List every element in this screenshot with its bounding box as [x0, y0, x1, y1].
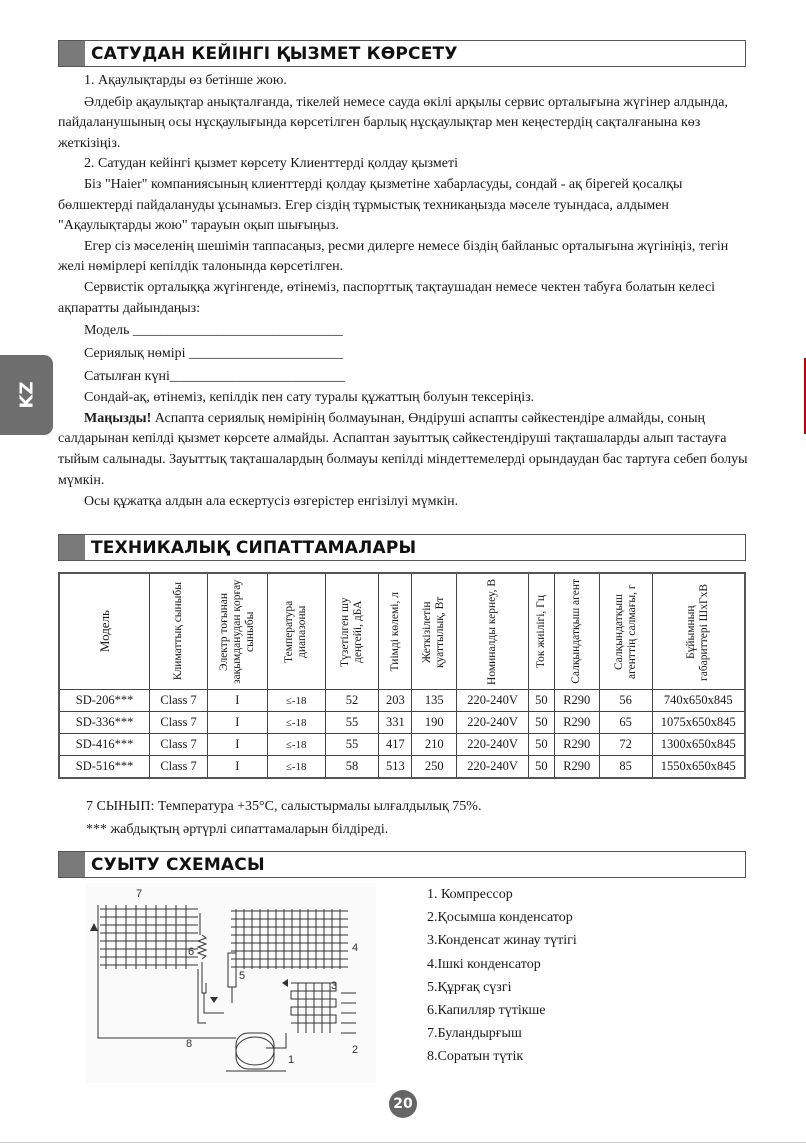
header-cell	[599, 573, 652, 690]
section-header-tab	[59, 41, 85, 66]
section-title-scheme: СУЫТУ СХЕМАСЫ	[91, 854, 265, 875]
table-cell: 52	[325, 690, 379, 712]
header-protection-class: Электр тоғынан зақымданудан қорғау сыныбы	[217, 579, 256, 684]
table-cell: 1550x650x845	[652, 756, 745, 779]
table-cell: 135	[412, 690, 457, 712]
table-cell: ≤-18	[267, 734, 325, 756]
table-cell: R290	[554, 712, 599, 734]
page-number: 20	[389, 1090, 417, 1118]
header-cell	[59, 573, 150, 690]
legend-item: 3.Конденсат жинау түтігі	[427, 933, 577, 949]
table-cell: 220-240V	[457, 734, 529, 756]
table-cell: 65	[599, 712, 652, 734]
header-cell	[207, 573, 267, 690]
important-label: Маңызды!	[84, 410, 152, 426]
table-cell: R290	[554, 690, 599, 712]
paragraph: Сондай-ақ, өтінеміз, кепілдік пен сату туралы құжаттың болуын тексеріңіз.	[84, 390, 535, 406]
field-model: Модель ______________________________	[84, 323, 343, 339]
legend-item: 4.Ішкі конденсатор	[427, 956, 541, 972]
legend-item: 8.Соратын түтік	[427, 1049, 524, 1065]
table-cell: ≤-18	[267, 756, 325, 779]
paragraph: Біз "Haier" компаниясының клиенттерді қолдау қызметіне хабарласуды, сондай - ақ бірегей қосалқы бөлшектерді пайдалануды ұсынамыз. Егер сіздің тұрмыстық техникаңызда мәселе туындаса, алдымен "Ақаулықтарды жою" тарауын оқып шығыңыз.	[58, 176, 683, 234]
diagram-label-3: 3	[331, 980, 338, 992]
diagram-label-7: 7	[136, 888, 143, 900]
table-cell: 513	[379, 756, 412, 779]
diagram-label-4: 4	[352, 942, 359, 954]
field-serial: Сериялық нөмірі ______________________	[84, 346, 343, 362]
header-cell	[150, 573, 208, 690]
table-cell: R290	[554, 734, 599, 756]
section-title-service: САТУДАН КЕЙІНГІ ҚЫЗМЕТ КӨРСЕТУ	[91, 43, 458, 64]
diagram-legend	[427, 883, 577, 1069]
header-cell	[325, 573, 379, 690]
diagram-label-8: 8	[186, 1038, 193, 1050]
language-tab-label: KZ	[16, 381, 37, 409]
table-cell: I	[207, 690, 267, 712]
table-cell: SD-336***	[59, 712, 150, 734]
diagram-label-5: 5	[239, 970, 246, 982]
table-cell: 740x650x845	[652, 690, 745, 712]
table-cell: SD-206***	[59, 690, 150, 712]
cooling-scheme-diagram	[86, 883, 376, 1083]
table-cell: R290	[554, 756, 599, 779]
table-cell: 50	[528, 734, 554, 756]
table-cell: 203	[379, 690, 412, 712]
header-cell	[412, 573, 457, 690]
paragraph: Әлдебір ақаулықтар анықталғанда, тікелей немесе сауда өкілі арқылы сервис орталығына жүгінер алдында, пайдаланушының осы нұсқаулығында көрсетілген барлық нұсқаулықтар мен кеңестердің сақталғанына көз жеткізіңіз.	[58, 94, 728, 151]
section-header-specs	[58, 534, 746, 561]
table-cell: Class 7	[150, 690, 208, 712]
table-cell: 55	[325, 734, 379, 756]
diagram-label-6: 6	[188, 946, 195, 958]
header-cell	[554, 573, 599, 690]
section-header-scheme	[58, 851, 746, 878]
section-header-tab	[59, 852, 85, 877]
field-sale-date: Сатылған күні_________________________	[84, 369, 345, 385]
important-paragraph	[58, 409, 750, 491]
table-cell: 1300x650x845	[652, 734, 745, 756]
table-cell: 220-240V	[457, 690, 529, 712]
header-cell	[379, 573, 412, 690]
section-header-tab	[59, 535, 85, 560]
header-refrigerant: Салқындатқыш агент	[570, 579, 583, 684]
paragraph: Сервистік орталыққа жүгінгенде, өтінеміз, паспорттық тақтаушадан немесе чектен табуға болатын келесі ақпаратты дайындаңыз:	[58, 279, 716, 316]
table-cell: I	[207, 756, 267, 779]
table-cell: 56	[599, 690, 652, 712]
service-text	[58, 71, 750, 513]
paragraph: 2. Сатудан кейінгі қызмет көрсету Клиенттерді қолдау қызметі	[84, 156, 458, 172]
table-row	[59, 690, 745, 712]
legend-item: 5.Құрғақ сүзгі	[427, 979, 512, 995]
header-cell	[457, 573, 529, 690]
diagram-label-1: 1	[288, 1054, 295, 1066]
table-cell: ≤-18	[267, 712, 325, 734]
header-voltage: Номиналды кернеу, В	[486, 578, 499, 685]
note-asterisks: *** жабдықтың әртүрлі сипаттамаларын білдіреді.	[86, 822, 389, 837]
legend-item: 6.Капилляр түтікше	[427, 1003, 546, 1019]
table-cell: Class 7	[150, 756, 208, 779]
table-cell: 50	[528, 756, 554, 779]
table-cell: 50	[528, 712, 554, 734]
paragraph: Егер сіз мәселенің шешімін таппасаңыз, ресми дилерге немесе біздің байланыс орталығына жүгініңіз, тегін желі нөмірлері кепілдік талонында көрсетілген.	[58, 238, 729, 275]
table-cell: 72	[599, 734, 652, 756]
table-cell: 58	[325, 756, 379, 779]
table-row	[59, 756, 745, 779]
language-tab	[0, 355, 53, 435]
table-cell: 210	[412, 734, 457, 756]
header-power: Жеткізілетін қуаттылық, Вт	[421, 595, 447, 668]
table-cell: 50	[528, 690, 554, 712]
legend-item: 2.Қосымша конденсатор	[427, 910, 573, 926]
section-title-specs: ТЕХНИКАЛЫҚ СИПАТТАМАЛАРЫ	[91, 537, 417, 558]
table-notes	[86, 796, 481, 840]
table-cell: Class 7	[150, 734, 208, 756]
spec-table	[58, 572, 746, 779]
table-cell: Class 7	[150, 712, 208, 734]
header-temperature-range: Температура диапазоны	[283, 600, 309, 663]
legend-item: 7.Буландырғыш	[427, 1026, 522, 1042]
table-header-row	[59, 573, 745, 690]
header-refrigerant-weight: Салқындатқыш агенттің салмағы, г	[612, 584, 638, 679]
important-text: Аспапта сериялық нөмірінің болмауынан, Өндіруші аспапты сәйкестендіре алмайды, соның салдарынан кепілді қызмет көрсете алмайды. Аспаптан зауыттық сәйкестендіруші тақташаларды алып тастауға тыйым салынады. Зауыттық тақташалардың болмауы кепілді міндеттемелерді орындаудан бас тартуға себеп болуы мүмкін.	[58, 410, 748, 488]
header-model: Модель	[97, 610, 113, 653]
paragraph: Осы құжатқа алдын ала ескертусіз өзгерістер енгізілуі мүмкін.	[84, 494, 459, 510]
page-bottom-line	[0, 1142, 806, 1143]
header-dimensions: Бұйымның габариттері ШхГхВ	[685, 582, 711, 681]
header-noise-level: Түзетілген шу деңгейі, дБА	[339, 596, 365, 667]
header-climate-class: Климаттық сыныбы	[172, 582, 185, 681]
header-cell	[528, 573, 554, 690]
table-cell: ≤-18	[267, 690, 325, 712]
section-header-service	[58, 40, 746, 67]
note-climate: 7 СЫНЫП: Температура +35°С, салыстырмалы ылғалдылық 75%.	[86, 799, 482, 814]
header-cell	[652, 573, 745, 690]
header-volume: Тиімді көлемі, л	[388, 591, 401, 672]
diagram-label-2: 2	[352, 1044, 359, 1056]
header-frequency: Ток жиілігі, Гц	[534, 594, 547, 669]
table-cell: 331	[379, 712, 412, 734]
table-cell: 190	[412, 712, 457, 734]
table-cell: 417	[379, 734, 412, 756]
table-cell: 220-240V	[457, 756, 529, 779]
table-row	[59, 712, 745, 734]
table-cell: SD-416***	[59, 734, 150, 756]
table-cell: SD-516***	[59, 756, 150, 779]
table-cell: 220-240V	[457, 712, 529, 734]
table-row	[59, 734, 745, 756]
table-cell: 55	[325, 712, 379, 734]
table-cell: I	[207, 712, 267, 734]
paragraph: 1. Ақаулықтарды өз бетінше жою.	[84, 73, 287, 88]
table-cell: I	[207, 734, 267, 756]
legend-item: 1. Компрессор	[427, 887, 513, 902]
table-cell: 1075x650x845	[652, 712, 745, 734]
table-cell: 85	[599, 756, 652, 779]
header-cell	[267, 573, 325, 690]
table-cell: 250	[412, 756, 457, 779]
